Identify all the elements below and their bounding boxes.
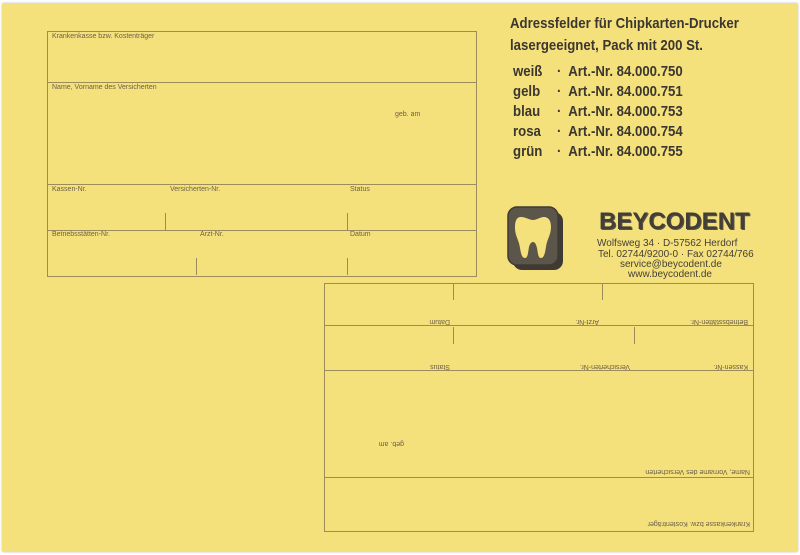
label-versicherten-nr: Versicherten-Nr. (579, 363, 630, 370)
product-art-nr: Art.-Nr. 84.000.753 (568, 103, 683, 120)
label-kassen-nr: Kassen-Nr. (52, 186, 87, 193)
field-tick (453, 283, 454, 300)
label-kassen-nr: Kassen-Nr. (713, 363, 748, 370)
product-art-nr: Art.-Nr. 84.000.750 (568, 63, 683, 80)
label-arzt-nr: Arzt-Nr. (200, 231, 224, 238)
form-divider (47, 82, 477, 83)
form-divider (324, 477, 754, 478)
label-geb: geb. am (395, 111, 421, 118)
label-name: Name, Vorname des Versicherten (52, 84, 157, 91)
product-sep: · (557, 143, 562, 160)
field-tick (602, 283, 603, 300)
label-datum: Datum (429, 318, 450, 325)
product-color: grün (513, 143, 543, 160)
field-tick (347, 213, 348, 230)
label-status: Status (430, 363, 450, 370)
product-sep: · (557, 63, 562, 80)
label-krankenkasse: Krankenkasse bzw. Kostenträger (647, 520, 750, 527)
company-phone: Tel. 02744/9200-0 · Fax 02744/766 (598, 249, 754, 260)
label-name: Name, Vorname des Versicherten (645, 468, 750, 475)
company-web: www.beycodent.de (628, 269, 712, 280)
product-sep: · (557, 103, 562, 120)
product-title: Adressfelder für Chipkarten-Drucker (510, 15, 739, 32)
form-divider (47, 184, 477, 185)
field-tick (634, 327, 635, 344)
label-betriebsstaetten-nr: Betriebsstätten-Nr. (690, 318, 748, 325)
product-color: gelb (513, 83, 541, 100)
product-art-nr: Art.-Nr. 84.000.754 (568, 123, 683, 140)
product-color: weiß (513, 63, 543, 80)
company-logo-text: BEYCODENT (599, 208, 750, 235)
product-sep: · (557, 83, 562, 100)
product-color: blau (513, 103, 541, 120)
company-email: service@beycodent.de (620, 259, 722, 270)
label-datum: Datum (350, 231, 371, 238)
product-line (513, 103, 683, 120)
company-address: Wolfsweg 34 · D-57562 Herdorf (597, 238, 738, 249)
card-sheet (2, 3, 798, 552)
product-line (513, 123, 683, 140)
product-line (513, 83, 683, 100)
label-betriebsstaetten-nr: Betriebsstätten-Nr. (52, 231, 110, 238)
tooth-logo-icon (507, 206, 565, 272)
form-divider (47, 230, 477, 231)
product-art-nr: Art.-Nr. 84.000.751 (568, 83, 683, 100)
label-arzt-nr: Arzt-Nr. (575, 318, 599, 325)
product-art-nr: Art.-Nr. 84.000.755 (568, 143, 683, 160)
product-line (513, 63, 683, 80)
product-subtitle: lasergeeignet, Pack mit 200 St. (510, 37, 703, 54)
label-krankenkasse: Krankenkasse bzw. Kostenträger (52, 33, 155, 40)
label-geb: geb. am (378, 440, 404, 447)
form-divider (324, 370, 754, 371)
label-versicherten-nr: Versicherten-Nr. (170, 186, 221, 193)
address-form-upper (47, 31, 477, 277)
field-tick (196, 258, 197, 275)
product-line (513, 143, 683, 160)
product-color: rosa (513, 123, 541, 140)
product-sep: · (557, 123, 562, 140)
form-divider (324, 325, 754, 326)
field-tick (453, 327, 454, 344)
label-status: Status (350, 186, 370, 193)
field-tick (347, 258, 348, 275)
field-tick (165, 213, 166, 230)
